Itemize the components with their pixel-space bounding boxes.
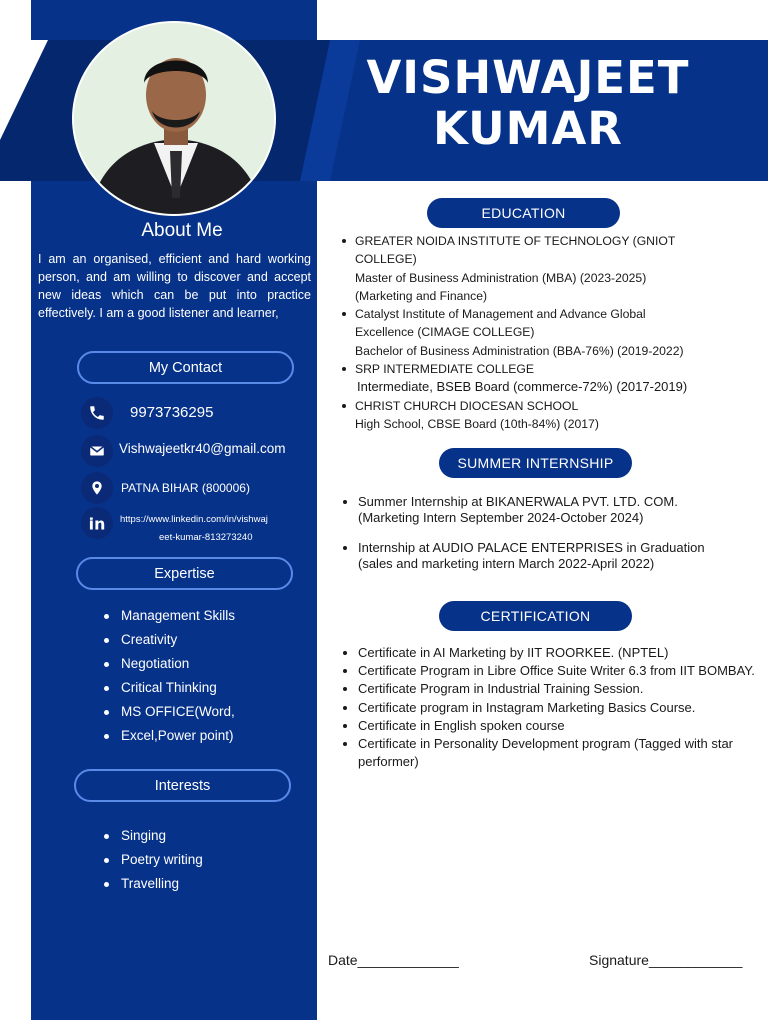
expertise-item-continued-text: Excel,Power point) bbox=[121, 728, 234, 743]
date-field: Date_____________ bbox=[328, 952, 459, 968]
expertise-item: Critical Thinking bbox=[104, 676, 235, 700]
education-institution: Catalyst Institute of Management and Advance Global bbox=[340, 305, 760, 323]
certification-heading: CERTIFICATION bbox=[439, 601, 632, 631]
internship-item bbox=[340, 540, 765, 572]
internship-line: Internship at AUDIO PALACE ENTERPRISES in Graduation bbox=[340, 540, 765, 556]
interests-list bbox=[104, 824, 203, 896]
interest-item: Singing bbox=[104, 824, 203, 848]
location-text: PATNA BIHAR (800006) bbox=[121, 481, 250, 495]
education-institution-cont: COLLEGE) bbox=[355, 252, 417, 267]
linkedin-icon bbox=[81, 507, 113, 539]
internship-line: Summer Internship at BIKANERWALA PVT. LTD. COM. bbox=[340, 494, 765, 510]
education-degree: Bachelor of Business Administration (BBA-76%) (2019-2022) bbox=[355, 343, 684, 358]
education-degree: Intermediate, BSEB Board (commerce-72%) (2017-2019) bbox=[357, 379, 688, 395]
certification-item: Certificate in AI Marketing by IIT ROORKEE. (NPTEL) bbox=[340, 644, 765, 662]
about-text: I am an organised, efficient and hard working person, and am willing to discover and accept new ideas which can be put into practice effectively. I am a good listener and learner, bbox=[38, 252, 311, 320]
expertise-item: Creativity bbox=[104, 628, 235, 652]
location-pin-icon bbox=[81, 472, 113, 504]
certification-item: Certificate Program in Libre Office Suite Writer 6.3 from IIT BOMBAY. bbox=[340, 662, 765, 680]
internship-line-cont: (sales and marketing intern March 2022-April 2022) bbox=[358, 556, 655, 571]
education-degree: Master of Business Administration (MBA) (2023-2025) bbox=[355, 270, 647, 285]
expertise-item: Management Skills bbox=[104, 604, 235, 628]
education-list bbox=[340, 232, 760, 433]
certification-item: Certificate Program in Industrial Training Session. bbox=[340, 680, 765, 698]
name-first: VISHWAJEET bbox=[366, 51, 690, 104]
interest-item: Travelling bbox=[104, 872, 203, 896]
internship-heading: SUMMER INTERNSHIP bbox=[439, 448, 632, 478]
education-degree-cont: (Marketing and Finance) bbox=[355, 288, 488, 303]
linkedin-url-1[interactable]: https://www.linkedin.com/in/vishwaj bbox=[120, 514, 268, 525]
expertise-item-continued bbox=[104, 724, 235, 748]
education-degree: High School, CBSE Board (10th-84%) (2017) bbox=[355, 416, 599, 431]
education-institution-cont: Excellence (CIMAGE COLLEGE) bbox=[355, 325, 535, 340]
expertise-list bbox=[104, 604, 235, 748]
certification-list bbox=[340, 644, 765, 771]
expertise-item: MS OFFICE(Word, bbox=[104, 700, 235, 724]
expertise-heading: Expertise bbox=[76, 557, 293, 590]
education-institution: GREATER NOIDA INSTITUTE OF TECHNOLOGY (GNIOT bbox=[340, 232, 760, 250]
expertise-item: Negotiation bbox=[104, 652, 235, 676]
interest-item: Poetry writing bbox=[104, 848, 203, 872]
email-address[interactable]: Vishwajeetkr40@gmail.com bbox=[119, 441, 286, 456]
education-institution: SRP INTERMEDIATE COLLEGE bbox=[340, 360, 760, 378]
education-heading: EDUCATION bbox=[427, 198, 620, 228]
about-title: About Me bbox=[141, 220, 223, 241]
internship-line-cont: (Marketing Intern September 2024-October 2024) bbox=[358, 510, 644, 525]
internship-item bbox=[340, 494, 765, 526]
linkedin-url-2[interactable]: eet-kumar-813273240 bbox=[159, 532, 253, 543]
certification-item: Certificate program in Instagram Marketing Basics Course. bbox=[340, 699, 765, 717]
education-institution: CHRIST CHURCH DIOCESAN SCHOOL bbox=[340, 397, 760, 415]
profile-photo bbox=[72, 21, 276, 216]
svg-text:in: in bbox=[88, 514, 106, 533]
phone-number[interactable]: 9973736295 bbox=[130, 404, 214, 421]
certification-item: Certificate in Personality Development program (Tagged with star performer) bbox=[340, 735, 765, 771]
contact-heading: My Contact bbox=[77, 351, 294, 384]
signature-field: Signature____________ bbox=[589, 952, 743, 968]
interests-heading: Interests bbox=[74, 769, 291, 802]
mail-icon bbox=[81, 435, 113, 467]
certification-item: Certificate in English spoken course bbox=[340, 717, 765, 735]
phone-icon bbox=[81, 397, 113, 429]
name-last: KUMAR bbox=[433, 102, 623, 155]
candidate-name bbox=[318, 52, 738, 154]
